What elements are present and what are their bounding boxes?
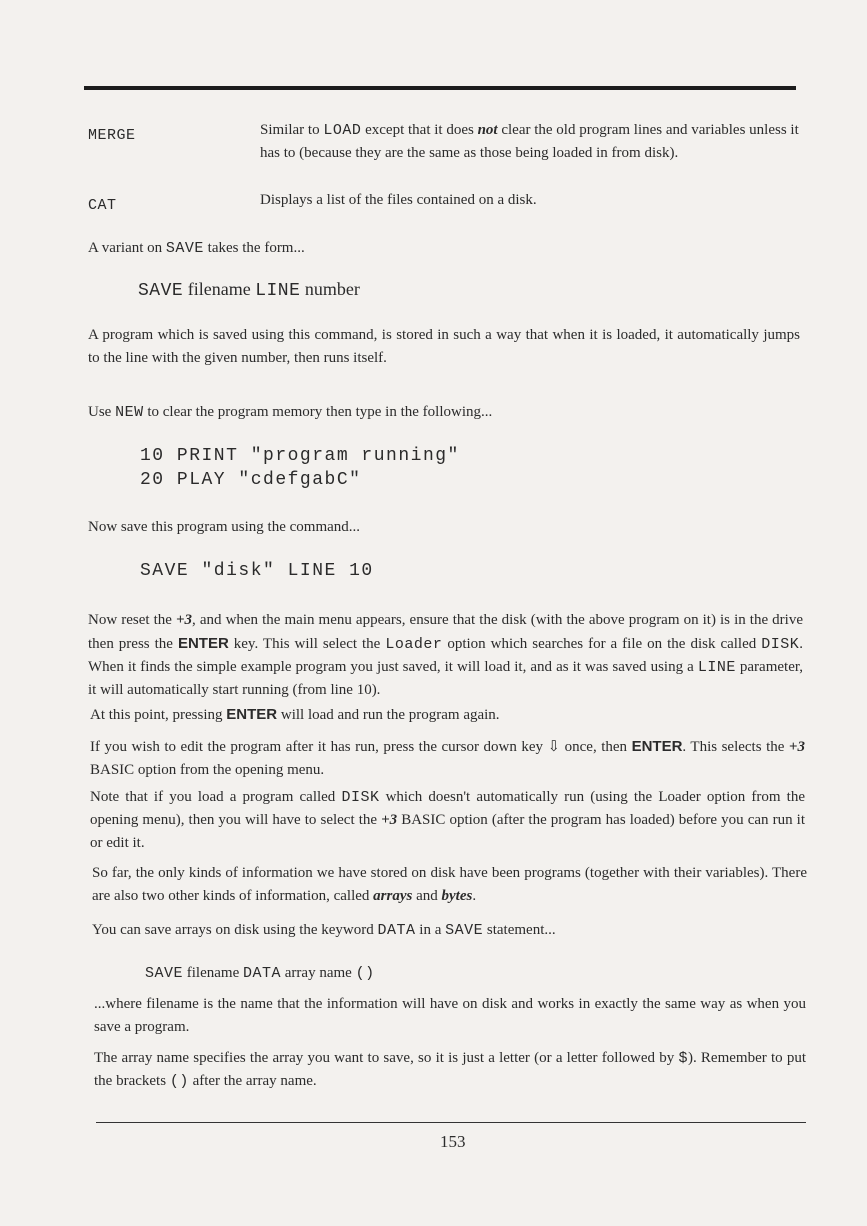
key-name: ENTER bbox=[631, 738, 683, 755]
term-cat: CAT bbox=[88, 197, 117, 214]
term-merge: MERGE bbox=[88, 127, 136, 144]
syntax-save-data: SAVE filename DATA array name () bbox=[145, 965, 375, 982]
keyword: LINE bbox=[697, 659, 736, 676]
key-name: ENTER bbox=[226, 706, 278, 723]
keyword: SAVE bbox=[138, 281, 184, 301]
save-command: SAVE "disk" LINE 10 bbox=[140, 561, 374, 581]
keyword: () bbox=[355, 965, 375, 982]
keyword: $ bbox=[678, 1050, 688, 1067]
keyword: DISK bbox=[341, 789, 380, 806]
top-rule bbox=[84, 86, 796, 90]
paragraph-enter-again: At this point, pressing ENTER will load and run the program again. bbox=[90, 706, 500, 723]
keyword: LOAD bbox=[323, 122, 362, 139]
keyword: LINE bbox=[255, 281, 301, 301]
keyword: DATA bbox=[377, 922, 416, 939]
keyword: SAVE bbox=[145, 965, 184, 982]
syntax-save-line: SAVE filename LINE number bbox=[138, 279, 360, 301]
paragraph-kinds: So far, the only kinds of information we have stored on disk have been programs (together with their variables). There are also two other kinds of information, called arrays and bytes. bbox=[92, 865, 807, 904]
paragraph-array-name: The array name specifies the array you want to save, so it is just a letter (or a letter followed by $). Remember to put the brackets () after the array name. bbox=[94, 1050, 806, 1090]
paragraph-reset: Now reset the +3, and when the main menu appears, ensure that the disk (with the above program on it) is in the drive then press the ENTER key. This will select the Loader option which searches for a file on the disk called DISK. When it finds the simple example program you just saved, it will load it, and as it was saved using a LINE parameter, it will automatically start running (from line 10). bbox=[88, 612, 803, 698]
keyword: SAVE bbox=[165, 240, 204, 257]
keyword: DISK bbox=[761, 636, 800, 653]
emphasis: not bbox=[477, 122, 498, 138]
paragraph-save-variant: A variant on SAVE takes the form... bbox=[88, 240, 305, 257]
paragraph-filename: ...where filename is the name that the information will have on disk and works in exactly the same way as when you save a program. bbox=[94, 996, 806, 1035]
emphasis: +3 bbox=[381, 812, 398, 828]
key-name: ENTER bbox=[177, 635, 229, 652]
definition-cat: Displays a list of the files contained on a disk. bbox=[260, 192, 537, 208]
emphasis: +3 bbox=[175, 612, 193, 628]
code-line-10: 10 PRINT "program running" bbox=[140, 446, 460, 466]
definition-merge: Similar to LOAD except that it does not clear the old program lines and variables unless it has to (because they are the same as those being loaded in from disk). bbox=[260, 122, 799, 161]
emphasis: arrays bbox=[373, 888, 413, 904]
paragraph-edit: If you wish to edit the program after it has run, press the cursor down key ⇩ once, then ENTER. This selects the +3 BASIC option from the opening menu. bbox=[90, 738, 805, 778]
paragraph-save-arrays: You can save arrays on disk using the keyword DATA in a SAVE statement... bbox=[92, 922, 556, 939]
keyword: SAVE bbox=[445, 922, 484, 939]
code-line-20: 20 PLAY "cdefgabC" bbox=[140, 470, 362, 490]
keyword: NEW bbox=[115, 404, 144, 421]
paragraph-note-disk: Note that if you load a program called DISK which doesn't automatically run (using the Loader option from the opening menu), then you will have to select the +3 BASIC option (after the program has loaded) before you can run it or edit it. bbox=[90, 789, 805, 851]
cursor-down-key-icon: ⇩ bbox=[547, 739, 561, 755]
page-number: 153 bbox=[440, 1132, 466, 1151]
keyword: DATA bbox=[243, 965, 282, 982]
emphasis: bytes bbox=[441, 888, 473, 904]
bottom-rule bbox=[96, 1122, 806, 1123]
paragraph-line-explanation: A program which is saved using this command, is stored in such a way that when it is loaded, it automatically jumps to the line with the given number, then runs itself. bbox=[88, 327, 800, 366]
paragraph-use-new: Use NEW to clear the program memory then type in the following... bbox=[88, 404, 493, 421]
emphasis: +3 bbox=[788, 739, 805, 755]
keyword: Loader bbox=[385, 636, 443, 653]
keyword: () bbox=[169, 1073, 189, 1090]
paragraph-now-save: Now save this program using the command... bbox=[88, 519, 361, 535]
